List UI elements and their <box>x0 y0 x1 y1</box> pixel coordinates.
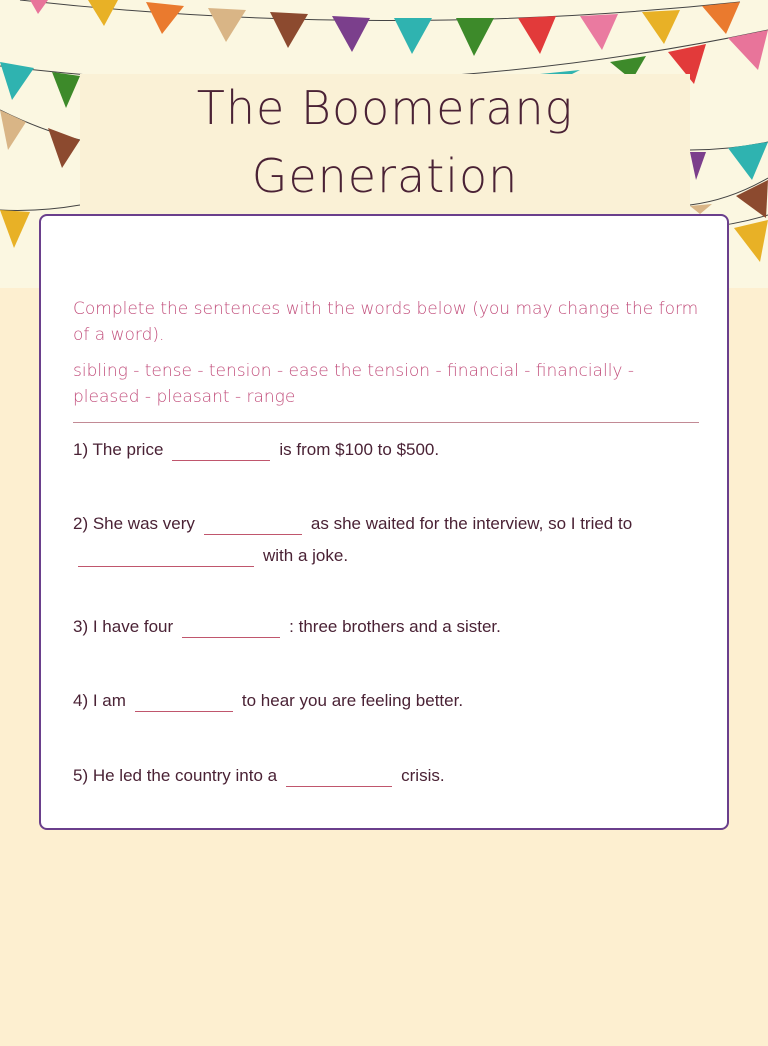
question-text: is from $100 to $500. <box>279 440 440 459</box>
title-line-2: Generation <box>251 149 519 203</box>
page-title <box>80 74 690 210</box>
question-5 <box>73 758 699 790</box>
question-text: as she waited for the interview, so I tried to <box>310 514 633 533</box>
divider <box>73 422 699 423</box>
answer-blank-2b[interactable] <box>78 544 254 567</box>
question-text: 5) He led the country into a <box>73 766 278 785</box>
word-bank: sibling - tense - tension - ease the tension - financial - financially - pleased - pleasant - range <box>73 361 635 407</box>
exercise-card <box>39 214 729 830</box>
answer-blank-2a[interactable] <box>204 512 302 535</box>
question-text: to hear you are feeling better. <box>241 691 464 710</box>
question-text: with a joke. <box>263 546 349 565</box>
question-1 <box>73 432 699 464</box>
question-3 <box>73 609 699 641</box>
answer-blank-4[interactable] <box>135 689 233 712</box>
question-text: 1) The price <box>73 440 164 459</box>
question-4 <box>73 683 699 715</box>
answer-blank-5[interactable] <box>286 764 392 787</box>
question-2 <box>73 506 699 570</box>
title-line-1: The Boomerang <box>196 81 574 135</box>
question-text: : three brothers and a sister. <box>289 617 501 636</box>
answer-blank-1[interactable] <box>172 438 270 461</box>
question-text: 3) I have four <box>73 617 174 636</box>
question-text: crisis. <box>401 766 445 785</box>
question-text: 2) She was very <box>73 514 195 533</box>
answer-blank-3[interactable] <box>182 615 280 638</box>
question-text: 4) I am <box>73 691 126 710</box>
instructions-text: Complete the sentences with the words below (you may change the form of a word). <box>73 299 699 345</box>
